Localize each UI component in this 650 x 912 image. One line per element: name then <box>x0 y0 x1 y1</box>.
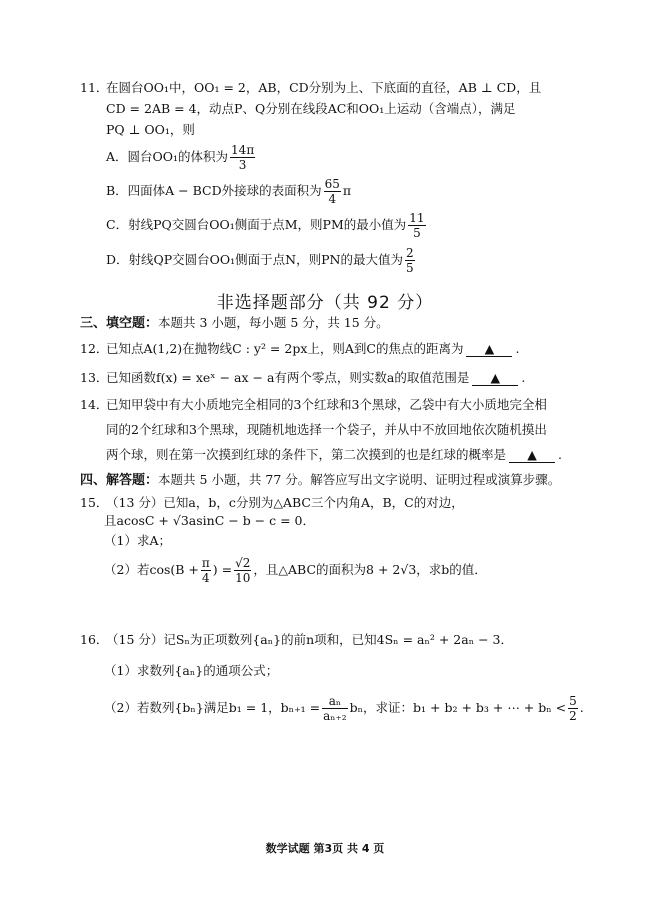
q11-option-c-fraction <box>408 211 425 240</box>
q15-line2: 且acosC + √3asinC − b − c = 0． <box>104 513 315 528</box>
q11-option-a-numerator: 14π <box>231 143 255 157</box>
q14-tail: . <box>558 447 562 462</box>
q11-option-d-text: D．射线QP交圆台OO₁侧面于点N，则PN的最大值为 <box>106 252 403 267</box>
q16-bound-denominator: 2 <box>569 709 577 723</box>
q15-part2-prefix: （2）若cos(B + <box>104 562 199 577</box>
q15-pi-numerator: π <box>201 556 210 570</box>
q11-line3: PQ ⊥ OO₁，则 <box>106 122 195 137</box>
q11-option-c-text: C．射线PQ交圆台OO₁侧面于点M，则PM的最小值为 <box>106 217 407 232</box>
q11-option-d-denominator: 5 <box>405 261 414 275</box>
q16-part2-middle: bₙ，求证：b₁ + b₂ + b₃ + ⋯ + bₙ < <box>349 700 567 715</box>
q14-answer-blank: ▲ <box>509 448 555 463</box>
q11-option-d-fraction <box>405 246 415 275</box>
q11-option-d <box>106 246 417 275</box>
q15-part2 <box>104 556 487 585</box>
section-4-title: 四、解答题： <box>80 473 159 488</box>
q14-line1: 已知甲袋中有大小质地完全相同的3个红球和3个黑球，乙袋中有大小质地完全相 <box>106 397 547 412</box>
section-3-title: 三、填空题： <box>80 316 159 331</box>
q16-line1: （15 分）记Sₙ为正项数列{aₙ}的前n项和，已知4Sₙ = aₙ² + 2aₙ − 3． <box>106 632 513 647</box>
q12-number: 12． <box>80 341 109 356</box>
q16-ratio-numerator: aₙ <box>322 694 348 709</box>
q14-text: 两个球，则在第一次摸到红球的条件下，第二次摸到的也是红球的概率是 <box>106 447 507 462</box>
q11-option-a <box>106 143 257 172</box>
q16-ratio-fraction <box>322 694 348 723</box>
q11-option-b-fraction <box>324 177 341 206</box>
q11-option-b <box>106 177 351 206</box>
q16-part1: （1）求数列{aₙ}的通项公式； <box>104 663 279 678</box>
q15-root-numerator: √2 <box>235 556 251 570</box>
q11-option-a-fraction <box>230 143 255 172</box>
q14-line3 <box>106 446 562 464</box>
q11-option-a-text: A．圆台OO₁的体积为 <box>106 149 229 164</box>
q11-option-c-numerator: 11 <box>409 211 425 225</box>
q11-option-b-text: B．四面体A − BCD外接球的表面积为 <box>106 183 322 198</box>
q11-option-c <box>106 211 428 240</box>
q16-number: 16． <box>80 632 109 647</box>
q15-root-denominator: 10 <box>235 571 251 585</box>
q16-bound-fraction <box>568 694 578 723</box>
q15-part2-suffix: ，且△ABC的面积为8 + 2√3，求b的值． <box>253 562 487 577</box>
q13-text: 已知函数f(x) = xeˣ − ax − a有两个零点，则实数a的取值范围是 <box>106 370 470 385</box>
q11-option-b-tail: π <box>342 183 352 198</box>
q16-part2-tail: . <box>579 700 584 715</box>
q12-line <box>106 340 519 358</box>
section-4-description: 本题共 5 小题，共 77 分。解答应写出文字说明、证明过程或演算步骤。 <box>158 472 561 487</box>
q15-part2-equals: ) = <box>212 562 233 577</box>
q13-tail: . <box>521 370 526 385</box>
q14-line2: 同的2个红球和3个黑球，现随机地选择一个袋子，并从中不放回地依次随机摸出 <box>106 422 547 437</box>
q13-line <box>106 369 525 387</box>
part-heading: 非选择题部分（共 92 分） <box>216 293 434 313</box>
q15-part1: （1）求A； <box>104 533 171 548</box>
q11-line1: 在圆台OO₁中，OO₁ = 2，AB，CD分别为上、下底面的直径，AB ⊥ CD，且 <box>106 80 542 95</box>
page-footer: 数学试题 第3页 共 4 页 <box>265 842 385 855</box>
q15-pi-denominator: 4 <box>202 571 210 585</box>
q12-text: 已知点A(1,2)在抛物线C : y² = 2px上，则A到C的焦点的距离为 <box>106 341 464 356</box>
section-3-description: 本题共 3 小题，每小题 5 分，共 15 分。 <box>158 315 389 330</box>
q11-option-d-numerator: 2 <box>405 246 414 260</box>
q11-number: 11． <box>80 80 109 95</box>
q14-number: 14． <box>80 397 109 412</box>
q11-option-b-numerator: 65 <box>324 177 340 191</box>
q11-option-b-denominator: 4 <box>328 192 337 206</box>
q16-part2 <box>104 694 584 723</box>
q13-answer-blank: ▲ <box>472 371 518 386</box>
q12-tail: . <box>515 341 520 356</box>
q16-part2-prefix: （2）若数列{bₙ}满足b₁ = 1，bₙ₊₁ = <box>104 700 321 715</box>
q12-answer-blank: ▲ <box>466 342 512 357</box>
q15-line1: （13 分）已知a，b，c分别为△ABC三个内角A，B，C的对边， <box>106 495 464 510</box>
q13-number: 13． <box>80 370 109 385</box>
q16-ratio-denominator: aₙ₊₂ <box>323 709 347 723</box>
section-4-header <box>80 471 560 490</box>
q11-line2: CD = 2AB = 4，动点P、Q分别在线段AC和OO₁上运动（含端点），满足 <box>106 101 516 116</box>
q11-option-a-denominator: 3 <box>238 158 247 172</box>
section-3-header <box>80 314 389 333</box>
q15-root-fraction <box>234 556 251 585</box>
q11-option-c-denominator: 5 <box>413 226 421 240</box>
q15-pi-fraction <box>201 556 211 585</box>
q15-number: 15． <box>80 495 109 510</box>
q16-bound-numerator: 5 <box>569 694 577 708</box>
